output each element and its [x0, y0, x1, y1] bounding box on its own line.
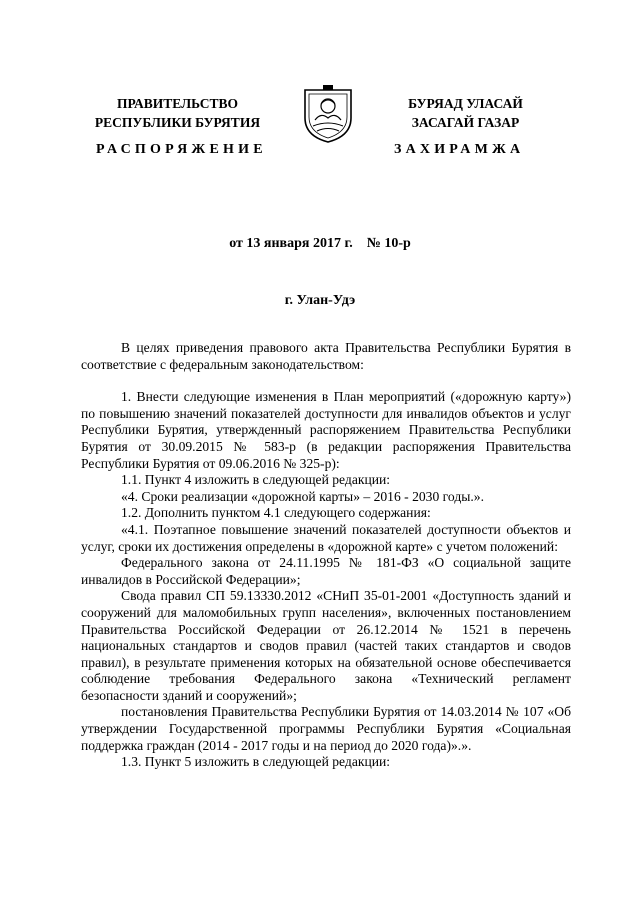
paragraph-resolution: постановления Правительства Республики Бурятия от 14.03.2014 № 107 «Об утверждении Государственной программы Республики Бурятия «Социальная поддержка граждан (2014 - 2017 годы и на период до 2020 года)».». — [81, 704, 571, 753]
issuer-right-line1: БУРЯАД УЛАСАЙ — [408, 96, 523, 111]
document-kind-right: ЗАХИРАМЖА — [394, 142, 525, 157]
paragraph-item-1-3: 1.3. Пункт 5 изложить в следующей редакции: — [121, 754, 391, 770]
paragraph-item-4-1-text: «4.1. Поэтапное повышение значений показателей доступности объектов и услуг, сроки их достижения определены в «дорожной карте» с учетом положений: — [81, 521, 571, 554]
document-kind-left: РАСПОРЯЖЕНИЕ — [96, 142, 267, 157]
paragraph-federal-law: Федерального закона от 24.11.1995 № 181-ФЗ «О социальной защите инвалидов в Российской Федерации»; — [81, 555, 571, 587]
paragraph-preamble: В целях приведения правового акта Правительства Республики Бурятия в соответствие с федеральным законодательством: — [81, 340, 571, 372]
issuer-left — [90, 94, 265, 132]
issuer-right-line2: ЗАСАГАЙ ГАЗАР — [411, 115, 520, 130]
issuer-right — [378, 94, 553, 132]
issuer-left-line1: ПРАВИТЕЛЬСТВО — [116, 96, 238, 111]
document-date-number: от 13 января 2017 г. № 10-р — [229, 236, 411, 251]
coat-of-arms-icon — [301, 84, 355, 144]
paragraph-item-1-1: 1.1. Пункт 4 изложить в следующей редакции: — [121, 472, 391, 488]
issuer-left-line2: РЕСПУБЛИКИ БУРЯТИЯ — [94, 115, 261, 130]
document-city: г. Улан-Удэ — [284, 293, 356, 308]
paragraph-item-1: 1. Внести следующие изменения в План мероприятий («дорожную карту») по повышению значений показателей доступности для инвалидов объектов и услуг Республики Бурятия, утвержденный распоряжением Правительства Республики Бурятия от 30.09.2015 № 583-р (в редакции распоряжения Правительства Республики Бурятия от 09.06.2016 № 325-р): — [81, 389, 571, 471]
document-body — [81, 340, 571, 771]
paragraph-item-4-text: «4. Сроки реализации «дорожной карты» – 2016 - 2030 годы.». — [121, 488, 484, 504]
paragraph-code-of-rules: Свода правил СП 59.13330.2012 «СНиП 35-01-2001 «Доступность зданий и сооружений для маломобильных групп населения», включенных постановлением Правительства Российской Федерации от 26.12.2014 № 1521 в перечень национальных стандартов и сводов правил (частей таких стандартов и сводов правил), в результате применения которых на обязательной основе обеспечивается соблюдение требования Федерального закона «Технический регламент безопасности зданий и сооружений»; — [81, 588, 571, 703]
paragraph-item-1-2: 1.2. Дополнить пунктом 4.1 следующего содержания: — [121, 505, 431, 521]
